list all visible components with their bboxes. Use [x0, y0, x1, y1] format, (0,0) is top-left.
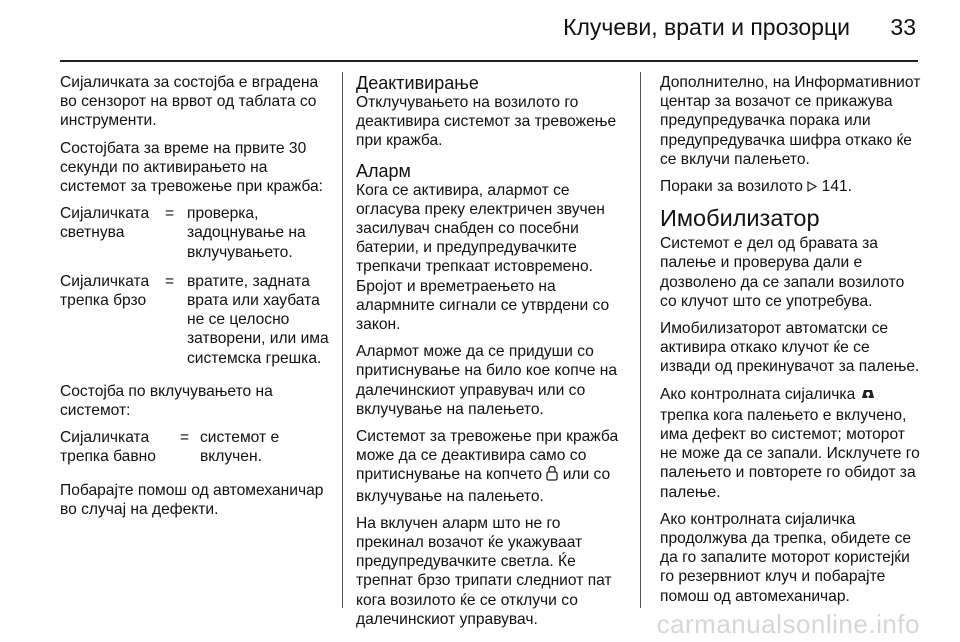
column-1 — [60, 73, 330, 527]
paragraph: Побарајте помош од автомеханичар во случај на дефекти. — [60, 481, 324, 518]
definition-equals: = — [180, 429, 190, 447]
column-3 — [660, 73, 922, 614]
heading-immobilizer: Имобилизатор — [660, 205, 820, 232]
paragraph: Алармот може да се придуши со притиснување на било кое копче на далечинскиот управувач или со вклучување на палењето. — [356, 343, 618, 418]
definition-row — [60, 428, 330, 466]
heading-alarm: Аларм — [356, 160, 411, 181]
paragraph-text: Ако контролната сијаличка — [660, 385, 856, 403]
immobilizer-key-icon — [860, 387, 876, 406]
paragraph-text: Системот за тревожење при кражба може да се деактивира само со притиснување на копчето — [356, 428, 619, 484]
heading-deactivation: Деактивирање — [356, 73, 479, 93]
paragraph: На вклучен аларм што не го прекинал возачот ќе укажуваат предупредувачките светла. Ќе трепнат брзо трипати следниот пат кога возилото ќе се отклучи со далечинскиот управувач. — [356, 514, 612, 628]
definition-desc: проверка, задоцнување на вклучувањето. — [187, 205, 306, 261]
paragraph-text: или со вклучување на палењето. — [356, 466, 611, 505]
definition-row — [60, 272, 330, 368]
header-rule — [60, 60, 918, 62]
paragraph-text: трепка кога палењето е вклучено, има дефект во системот; моторот не може да се запали. Исклучете го палењето и повторете го обидот за палење. — [660, 406, 920, 501]
column-divider-2 — [640, 72, 641, 608]
paragraph: Ако контролната сијаличка продолжува да трепка, обидете се да го запалите моторот користејќи го резервниот клуч и побарајте помош од автомеханичар. — [660, 510, 912, 605]
paragraph: Отклучувањето на возилото го деактивира системот за тревожење при кражба. — [356, 94, 617, 150]
definition-equals: = — [165, 272, 175, 290]
definition-equals: = — [165, 205, 175, 223]
paragraph: Кога се активира, алармот се огласува преку електричен звучен засилувач снабден со посебни батерии, и предупредувачките трепкачи трепкаат истовремено. Бројот и времетраењето на алармните сигнали се утврдени со закон. — [356, 181, 610, 334]
paragraph: Дополнително, на Информативниот центар за возачот се прикажува предупредувачка порака или предупредувачка шифра откако ќе се вклучи палењето. — [660, 74, 921, 168]
ref-arrow-icon — [807, 178, 817, 189]
section-title: Клучеви, врати и прозорци — [563, 14, 850, 40]
column-divider-1 — [342, 72, 343, 608]
paragraph — [356, 427, 626, 506]
paragraph: Состојба по вклучувањето на системот: — [60, 382, 273, 420]
definition-term: Сијаличката трепка брзо — [60, 272, 150, 310]
paragraph — [660, 385, 922, 502]
column-2 — [356, 73, 626, 637]
reference-text: Пораки за возилото — [660, 178, 803, 196]
paragraph: Сијаличката за состојба е вградена во сензорот на врвот од таблата со инструменти. — [60, 74, 319, 130]
page-number: 33 — [890, 14, 916, 40]
paragraph: Имобилизаторот автоматски се активира откако клучот ќе се извади од прекинувачот за палење. — [660, 320, 920, 376]
lock-button-icon — [546, 465, 558, 486]
cross-reference — [660, 177, 922, 196]
definition-desc: вратите, задната врата или хаубата не се целосно затворени, или има системска грешка. — [187, 272, 329, 367]
reference-page: 141. — [821, 178, 853, 196]
watermark: carmanualsonline.info — [656, 609, 920, 639]
definition-desc: системот е вклучен. — [200, 429, 280, 466]
paragraph: Состојбата за време на првите 30 секунди по активирањето на системот за тревожење при кражба: — [60, 139, 324, 196]
definition-term: Сијаличката трепка бавно — [60, 429, 156, 466]
definition-row — [60, 204, 330, 262]
definition-term: Сијаличката светнува — [60, 205, 150, 242]
paragraph: Системот е дел од бравата за палење и проверува дали е дозволено да се запали возилото со клучот што се употребува. — [660, 235, 905, 310]
